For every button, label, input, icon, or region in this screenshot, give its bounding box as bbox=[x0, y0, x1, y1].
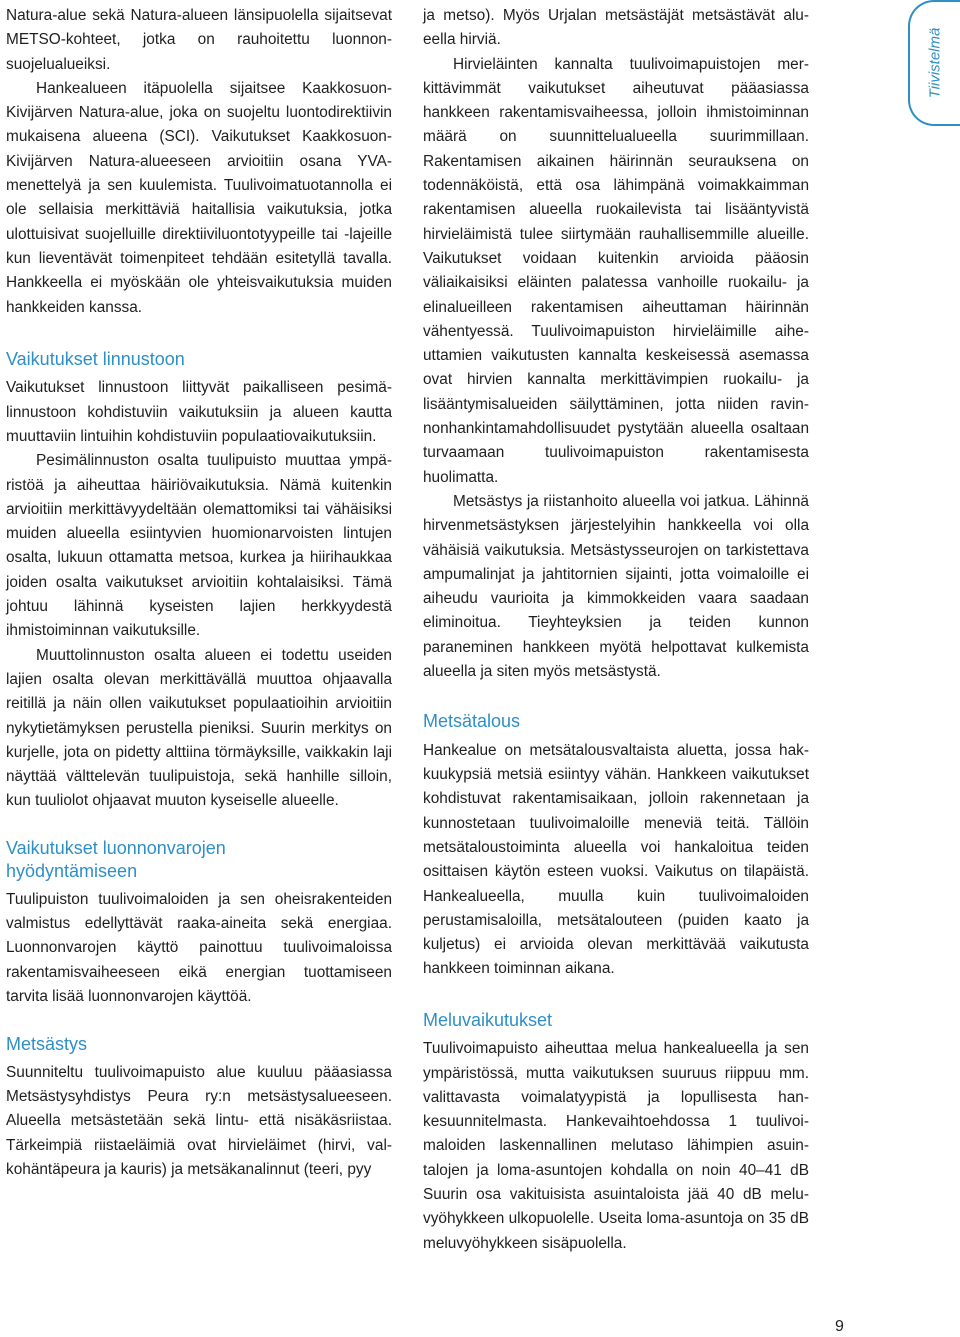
heading-metsatalous: Metsätalous bbox=[423, 711, 521, 732]
section-tab-label: Tiivistelmä bbox=[926, 27, 944, 99]
paragraph: Hirvieläinten kannalta tuulivoimapuistojen merkittävimmät vaikutukset aiheutuvat pääasiassa hankkeen rakentamisvaiheessa, jolloin ihmistoiminnan määrä on suunnittelualueella suurimmillaan. Rakentamisen aikainen häirinnän seurauksena on todennäköistä, että osa lähimpänä voimakkaimman rakentamisen alueella ruokailevista tai lisääntyvistä hirvieläimistä tulee siirtymään rauhallisemmille alueille. Vaikutukset voidaan kuitenkin arvioida pääosin väliaikaisiksi eläinten palatessa vanhoille ruokailu- ja elinalueilleen rakentamisen aiheuttaman häirinnän vähentyessä. Tuulivoimapuiston hirvieläimille aiheuttamien vaikutusten kannalta keskeisessä asemassa ovat hirvien kannalta merkittävimpien ruokailu- ja lisääntymisalueiden säilyttäminen, jotta niiden ravinnonhankintamahdollisuudet pystytään alueella osaltaan turvaamaan tuulivoimapuiston rakentamisesta huolimatta. bbox=[423, 55, 809, 486]
paragraph: Tuulipuiston tuulivoimaloiden ja sen oheisrakenteiden valmistus edellyttävät raaka-aineita sekä energiaa. Luonnonvarojen käyttö painottuu tuulivoimaloissa rakentamisvaiheeseen eikä energian tuottamiseen tarvita lisää luonnonvarojen käyttöä. bbox=[6, 890, 392, 1005]
paragraph: ja metso). Myös Urjalan metsästäjät metsästävät alueella hirviä. bbox=[423, 7, 809, 49]
paragraph: Suunniteltu tuulivoimapuisto alue kuuluu pääasiassa Metsästysyhdistys Peura ry:n metsästysalueeseen. Alueella metsästetään sekä lintu- että nisäkäsriistaa. Tärkeimpiä riistaeläimiä ovat hirvieläimet (hirvi, valkohäntäpeura ja kauris) ja metsäkanalinnut (teeri, pyy bbox=[6, 1063, 392, 1178]
right-column bbox=[423, 4, 809, 1256]
section-tab bbox=[908, 0, 960, 126]
paragraph: Tuulivoimapuisto aiheuttaa melua hankealueella ja sen ympäristössä, mutta vaikutuksen suuruus riippuu mm. valittavasta voimalatyypistä ja lopullisesta hankesuunnitelmasta. Hankevaihtoehdossa 1 tuulivoimaloiden laskennallinen melutaso lähimpien asuintalojen ja loma-asuntojen kohdalla on noin 40–41 dB Suurin osa vakituisista asuintaloista jää 40 dB meluvyöhykkeen ulkopuolelle. Useita loma-asuntoja on 35 dB meluvyöhykkeen sisäpuolella. bbox=[423, 1040, 809, 1252]
paragraph: Hankealue on metsätalousvaltaista aluetta, jossa hakkuukypsiä metsiä esiintyy vähän. Hankkeen vaikutukset kohdistuvat rakentamisaikaan, jolloin rakennetaan ja kunnostetaan tuulivoimaloille meneviä teitä. Tällöin metsätaloustoiminta alueella voi hankaloitua teiden osittaisen käytön esteen vuoksi. Vaikutus on tilapäistä. Hankealueella, muulla kuin tuulivoimaloiden perustamisaloilla, metsätalouteen (puiden kaato ja kuljetus) ei arvioida olevan merkittävää vaikutusta hankkeen toiminnan aikana. bbox=[423, 741, 809, 978]
heading-melu: Meluvaikutukset bbox=[423, 1009, 553, 1030]
page-number: 9 bbox=[835, 1318, 844, 1335]
paragraph: Natura-alue sekä Natura-alueen länsipuolella sijaitsevat METSO-kohteet, jotka on rauhoitettu luonnonsuojelualueiksi. bbox=[6, 7, 392, 73]
paragraph: Pesimälinnuston osalta tuulipuisto muuttaa ympäristöä ja aiheuttaa häiriövaikutuksia. Nämä kuitenkin arvioitiin merkittävyydeltään olemattomiksi tai vähäisiksi muiden alueella esiintyvien huomionarvoisten lintujen osalta, lukuun ottamatta metsoa, kurkea ja hiirihaukkaa joiden osalta vaikutukset arvioitiin kohtalaisiksi. Tämä johtuu lähinnä kyseisten lajien herkkyydestä ihmistoiminnan vaikutuksille. bbox=[6, 452, 392, 640]
paragraph: Hankealueen itäpuolella sijaitsee Kaakkosuon-Kivijärven Natura-alue, joka on suojeltu luontodirektiivin mukaisena alueena (SCI). Vaikutukset Kaakkosuon-Kivijärven Natura-alueeseen arvioitiin osana YVA-menettelyä ja sen kuulemista. Tuulivoimatuotannolla ei ole sellaisia merkittäviä haitallisia vaikutuksia, jotka ulottuisivat suojelluille direktiiviluontotyypeille tai -lajeille kun lieventävät toimenpiteet tehdään esitetyllä tavalla. Hankkeella ei myöskään ole yhteisvaikutuksia muiden hankkeiden kanssa. bbox=[6, 79, 392, 316]
paragraph: Vaikutukset linnustoon liittyvät paikalliseen pesimälinnustoon kohdistuviin vaikutuksiin ja alueen kautta muuttaviin lintuihin kohdistuviin populaatiovaikutuksiin. bbox=[6, 379, 392, 445]
heading-luonnonvarat: Vaikutukset luonnonvarojen hyödyntämiseen bbox=[6, 837, 226, 882]
left-column bbox=[6, 4, 392, 1182]
heading-linnusto: Vaikutukset linnustoon bbox=[6, 348, 185, 369]
paragraph: Metsästys ja riistanhoito alueella voi jatkua. Lähinnä hirvenmetsästyksen järjestelyihin hankkeella voi olla vähäisiä vaikutuksia. Metsästysseurojen on tarkistettava ampumalinjat ja jahtitornien sijainti, jotta voimaloille ei aiheudu vaurioita ja kimmokkeiden vaara saadaan eliminoitua. Tieyhteyksien ja teiden kunnon paraneminen hankkeen myötä helpottavat kulkemista alueella ja siten myös metsästystä. bbox=[423, 492, 809, 681]
heading-metsastys: Metsästys bbox=[6, 1034, 88, 1055]
paragraph: Muuttolinnuston osalta alueen ei todettu useiden lajien osalta olevan merkittävällä muuttoa ohjaavalla reitillä ja näin ollen vaikutukset populaatioihin arvioitiin nykytietämyksen perustella pieniksi. Suurin merkitys on kurjelle, jota on pidetty alttiina törmäyksille, vaikkakin laji näyttää välttelevän tuulipuistoja, sekä hanhille silloin, kun tuuliolot ohjaavat muuton kyseiselle alueelle. bbox=[6, 646, 392, 810]
